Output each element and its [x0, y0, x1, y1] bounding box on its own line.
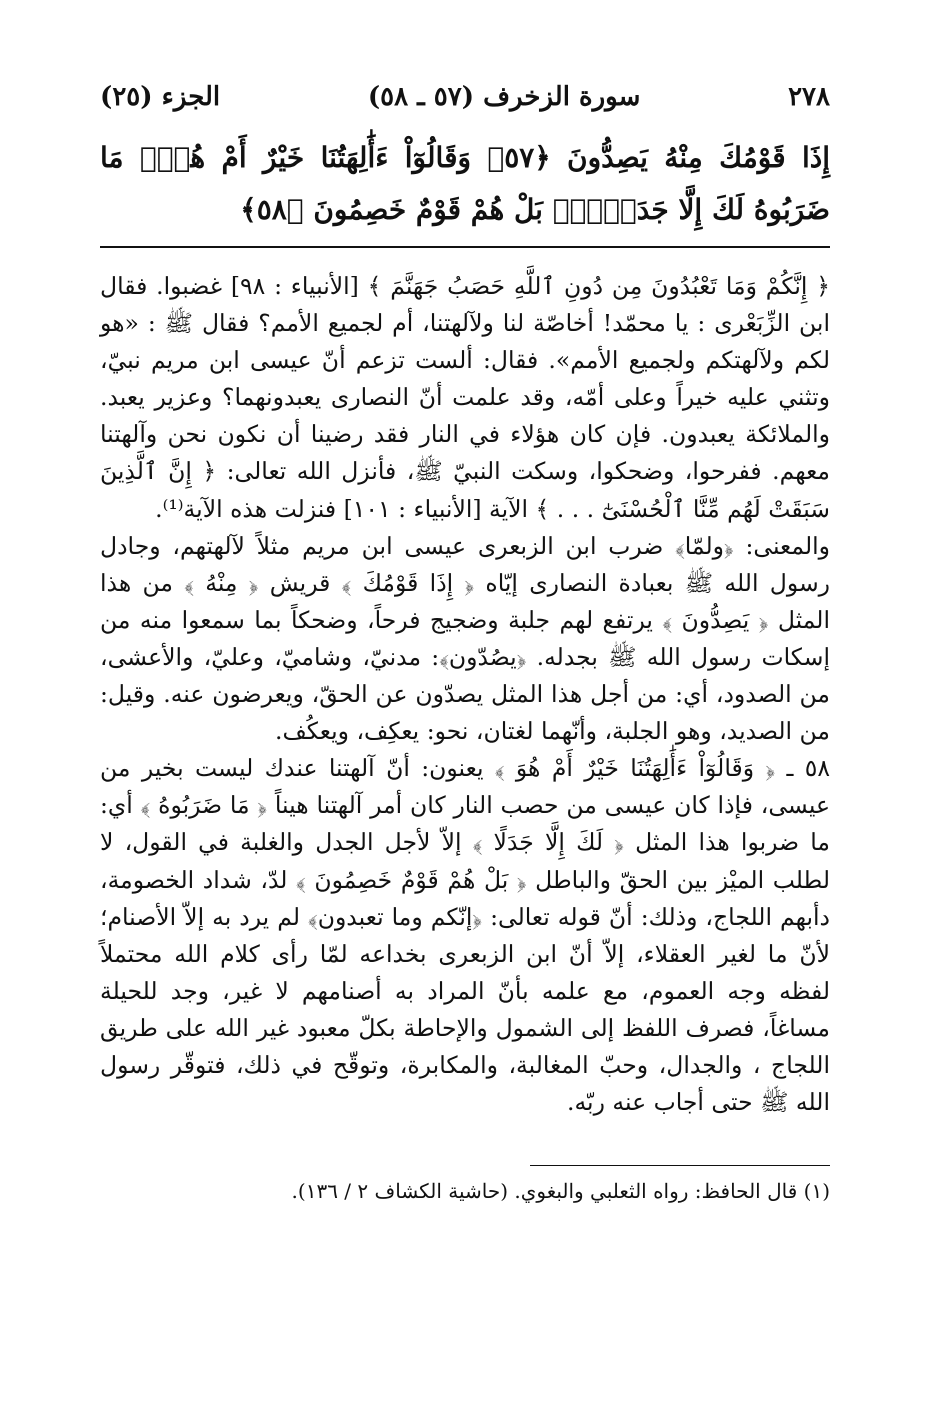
footnote: (١) قال الحافظ: رواه الثعلبي والبغوي. (حاشية الكشاف ٢ / ١٣٦). [291, 1179, 830, 1204]
quran-verses: إِذَا قَوْمُكَ مِنْهُ يَصِدُّونَ ﴿٥٧﴾ وَقَالُوٓاْ ءَأَٰلِهَتُنَا خَيْرٌ أَمْ هُوَۚ مَا ضَرَبُوهُ لَكَ إِلَّا جَدَلَۢاۚ بَلْ هُمْ قَوْمٌ خَصِمُونَ ﴿٥٨﴾ [100, 141, 831, 226]
page-header [100, 82, 830, 126]
footnote-rule [530, 1165, 830, 1166]
page-number: ٢٧٨ [788, 82, 830, 112]
header-rule [100, 246, 830, 248]
page [100, 82, 830, 1206]
juz-label: الجزء (٢٥) [100, 82, 221, 112]
commentary-paragraph-3: ٥٨ ـ ﴿ وَقَالُوٓاْ ءَأَٰلِهَتُنَا خَيْرٌ أَمْ هُوَ ﴾ يعنون: أنّ آلهتنا عندك ليست بخير من عيسى، فإذا كان عيسى من حصب النار كان أمر آلهتنا هيناً ﴿ مَا ضَرَبُوهُ ﴾ أي: ما ضربوا هذا المثل ﴿ لَكَ إِلَّا جَدَلًا ﴾ إلاّ لأجل الجدل والغلبة في القول، لا لطلب الميْز بين الحقّ والباطل ﴿ بَلْ هُمْ قَوْمٌ خَصِمُونَ ﴾ لدّ، شداد الخصومة، دأبهم اللجاج، وذلك: أنّ قوله تعالى: ﴿إنّكم وما تعبدون﴾ لم يرد به إلاّ الأصنام؛ لأنّ ما لغير العقلاء، إلاّ أنّ ابن الزبعرى بخداعه لمّا رأى كلام الله محتملاً لفظه وجه العموم، مع علمه بأنّ المراد به أصنامهم لا غير، وجد للحيلة مساغاً، فصرف اللفظ إلى الشمول والإحاطة بكلّ معبود غير الله على طريق اللجاج ، والجدال، وحبّ المغالبة، والمكابرة، وتوقّح في ذلك، فتوقّر رسول الله ﷺ حتى أجاب عنه ربّه. [100, 754, 830, 1117]
surah-title: سورة الزخرف (٥٧ ـ ٥٨) [367, 82, 641, 112]
commentary [100, 268, 830, 1121]
commentary-paragraph-1: ﴿ إِنَّكُمْ وَمَا تَعْبُدُونَ مِن دُونِ ٱللَّهِ حَصَبُ جَهَنَّمَ ﴾ [الأنبياء : ٩٨] غضبوا. فقال ابن الزِّبَعْرى : يا محمّد! أخاصّة لنا ولآلهتنا، أم لجميع الأمم؟ فقال ﷺ : «هو لكم ولآلهتكم ولجميع الأمم». فقال: ألست تزعم أنّ عيسى ابن مريم نبيّ، وتثني عليه خيراً وعلى أمّه، وقد علمت أنّ النصارى يعبدونهما؟ وعزير يعبد. والملائكة يعبدون. فإن كان هؤلاء في النار فقد رضينا أن نكون نحن وآلهتنا معهم. ففرحوا، وضحكوا، وسكت النبيّ ﷺ، فأنزل الله تعالى: ﴿ إِنَّ ٱلَّذِينَ سَبَقَتْ لَهُم مِّنَّا ٱلْحُسْنَىٰٓ . . . ﴾ الآية [الأنبياء : ١٠١] فنزلت هذه الآية⁽¹⁾. [100, 272, 830, 523]
commentary-paragraph-2: والمعنى: ﴿ولمّا﴾ ضرب ابن الزبعرى عيسى ابن مريم مثلاً لآلهتهم، وجادل رسول الله ﷺ بعبادة النصارى إيّاه ﴿ إِذَا قَوْمُكَ ﴾ قريش ﴿ مِنْهُ ﴾ من هذا المثل ﴿ يَصِدُّونَ ﴾ يرتفع لهم جلبة وضجيج فرحاً، وضحكاً بما سمعوا منه من إسكات رسول الله ﷺ بجدله. ﴿يصُدّون﴾: مدنيّ، وشاميّ، وعليّ، والأعشى، من الصدود، أي: من أجل هذا المثل يصدّون عن الحقّ، ويعرضون عنه. وقيل: من الصديد، وهو الجلبة، وأنّهما لغتان، نحو: يعكِف، ويعكُف. [100, 531, 830, 746]
